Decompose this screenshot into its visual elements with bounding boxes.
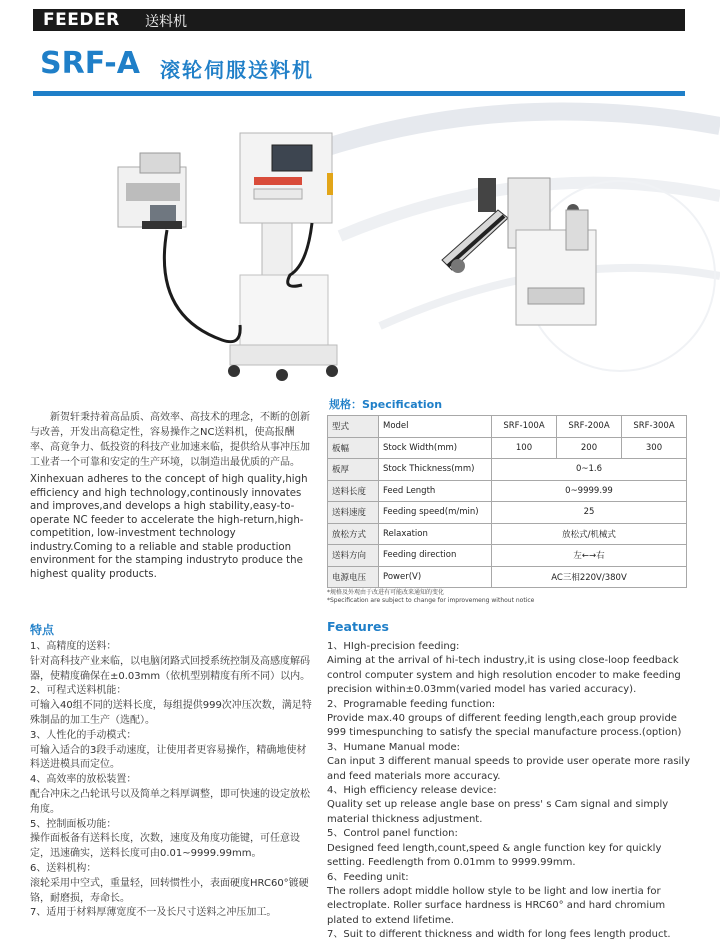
feature-heading: 4、高效率的放松装置：: [30, 774, 137, 786]
feature-text: Can input 3 different manual speeds to provide user operate more rasily and feed materials more accuracy.: [327, 756, 691, 782]
spec-label-cn: 放松方式: [328, 523, 379, 545]
intro-section: [30, 410, 312, 581]
feature-heading: 5、Control panel function:: [327, 828, 458, 840]
servo-feeder-machine-image: [112, 125, 342, 390]
spec-value: 放松式/机械式: [492, 523, 687, 545]
feature-heading: 3、Humane Manual mode:: [327, 741, 461, 753]
feature-text: 可输入适合的3段手动速度，让使用者更容易操作，精确地使材料送进模具而定位。: [30, 744, 307, 771]
spec-label-cn: 送料方向: [328, 545, 379, 567]
feature-text: Quality set up release angle base on press' s Cam signal and simply material thickness adjustment.: [327, 799, 669, 825]
feature-heading: 4、High efficiency release device:: [327, 785, 497, 797]
feature-heading: 3、人性化的手动模式：: [30, 729, 137, 741]
spec-row: [328, 480, 687, 502]
feature-heading: 7、适用于材料厚薄宽度不一及长尺寸送料之冲压加工。: [30, 907, 277, 919]
feature-text: 滚轮采用中空式，重量轻，回转惯性小，表面硬度HRC60°镀硬铬，耐磨损，寿命长。: [30, 877, 309, 904]
feature-text: The rollers adopt middle hollow style to be light and low inertia for electroplate. Roller surface hardness is HRC60° and hard chromium plated to extend lifetime.: [327, 885, 666, 926]
spec-label-en: Stock Width(mm): [379, 437, 492, 459]
spec-value: AC三相220V/380V: [492, 566, 687, 588]
model-title: SRF-A: [40, 46, 140, 81]
feature-heading: 6、Feeding unit:: [327, 871, 409, 883]
spec-row: [328, 459, 687, 481]
intro-text-cn: 新贺轩秉持着高品质、高效率、高技术的理念，不断的创新与改善，开发出高稳定性，容易操作之NC送料机，使高报酬率、高竟争力、低投资的科技产业加速来临，提供给从事冲压加工业者一个可靠和安定的生产环境，以制造出最优质的产品。: [30, 412, 310, 468]
spec-row: [328, 502, 687, 524]
spec-note-en: *Specification are subject to change for improvemeng without notice: [327, 597, 535, 604]
spec-label-en: Relaxation: [379, 523, 492, 545]
feeder-label-cn: 送料机: [145, 14, 187, 30]
feature-text: Designed feed length,count,speed & angle function key for quickly setting. Feedlength from 0.01mm to 9999.99mm.: [327, 842, 662, 869]
feature-text: 针对高科技产业来临，以电脑闭路式回授系统控制及高感度解码器，使精度确保在±0.03mm（依机型别精度有所不同）以内。: [30, 655, 311, 682]
spec-label-cn: 送料速度: [328, 502, 379, 524]
spec-title: 规格：Specification: [329, 398, 443, 411]
feeder-label: FEEDER: [43, 10, 120, 30]
spec-value: 左←→右: [492, 545, 687, 567]
spec-value: SRF-300A: [622, 416, 687, 438]
spec-label-en: Feeding speed(m/min): [379, 502, 492, 524]
spec-table: [327, 415, 687, 588]
spec-note: [327, 589, 534, 605]
intro-text-en: Xinhexuan adheres to the concept of high quality,high efficiency and high technology,continously innovates and improves,and develops a high stability,easy-to-operate NC feeder to accelerate the high-return,high-competition, low-investment technology industry.Coming to a reliable and stable production environment for the stamping industryto produce the highest quality products.: [30, 474, 308, 580]
spec-row: [328, 523, 687, 545]
feature-heading: 5、控制面板功能：: [30, 818, 117, 830]
feature-text: Provide max.40 groups of different feeding length,each group provide 999 timespunching to satisfy the special manufacture process.(option): [327, 713, 682, 739]
spec-value: 300: [622, 437, 687, 459]
spec-value: 200: [557, 437, 622, 459]
features-list-cn: [30, 640, 315, 921]
spec-value: SRF-100A: [492, 416, 557, 438]
spec-label-en: Stock Thickness(mm): [379, 459, 492, 481]
spec-value: 100: [492, 437, 557, 459]
spec-value: 0~9999.99: [492, 480, 687, 502]
feature-heading: 2、可程式送料机能：: [30, 685, 127, 697]
spec-value: SRF-200A: [557, 416, 622, 438]
feature-heading: 1、HIgh-precision feeding:: [327, 641, 460, 652]
spec-label-cn: 电源电压: [328, 566, 379, 588]
feature-text: 配合冲床之凸轮讯号以及简单之料厚调整，即可快速的设定放松角度。: [30, 788, 310, 815]
header-bar: [33, 9, 685, 31]
features-title-cn: 特点: [30, 623, 55, 637]
feature-heading: 1、高精度的送料：: [30, 641, 117, 652]
feature-text: Aiming at the arrival of hi-tech industry,it is using close-loop feedback control computer system and high resolution encoder to make feeding precision within±0.03mm(varied model has varied accuracy).: [327, 655, 681, 696]
spec-value: 0~1.6: [492, 459, 687, 481]
feature-heading: 2、Programable feeding function:: [327, 698, 496, 710]
spec-label-cn: 板幅: [328, 437, 379, 459]
spec-row: [328, 545, 687, 567]
spec-label-en: Feeding direction: [379, 545, 492, 567]
spec-label-en: Model: [379, 416, 492, 438]
spec-label-cn: 型式: [328, 416, 379, 438]
feature-heading: 6、送料机构：: [30, 862, 97, 874]
spec-label-en: Power(V): [379, 566, 492, 588]
spec-label-en: Feed Length: [379, 480, 492, 502]
spec-value: 25: [492, 502, 687, 524]
spec-row: [328, 566, 687, 588]
spec-label-cn: 送料长度: [328, 480, 379, 502]
spec-row: [328, 437, 687, 459]
feature-text: 可输入40组不同的送料长度，每组提供999次冲压次数，满足特殊制品的加工生产（选配）。: [30, 700, 312, 726]
feature-text: 操作面板备有送料长度，次数，速度及角度功能键，可任意设定，迅速确实，送料长度可由0.01~9999.99mm。: [30, 833, 300, 860]
roller-unit-image: [438, 170, 608, 350]
features-list-en: [327, 640, 695, 943]
feature-heading: 7、Suit to different thickness and width for long fees length product.: [327, 929, 671, 941]
spec-label-cn: 板厚: [328, 459, 379, 481]
model-title-cn: 滚轮伺服送料机: [160, 58, 314, 82]
spec-note-cn: *规格及外观由于改进有可能改来通知的变化: [327, 589, 445, 596]
features-title-en: Features: [327, 619, 389, 634]
spec-row: [328, 416, 687, 438]
